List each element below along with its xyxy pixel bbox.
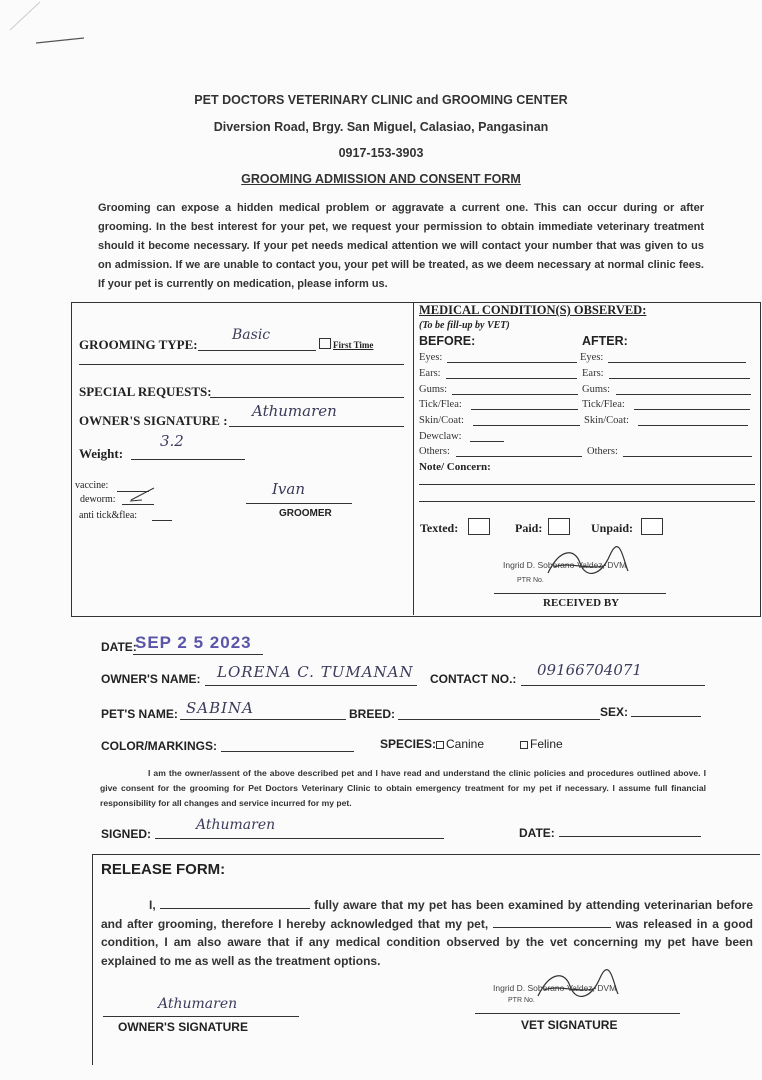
groomer-value[interactable]: Ivan [272,480,306,498]
panel-divider [413,302,414,615]
before-skin-label: Skin/Coat: [419,415,464,426]
release-text-part3: was released in a good condition, I am also aware that if any medical condition observed by the vet concerning my pet have been explained to me as well as the treatment options. [101,916,753,968]
weight-label: Weight: [79,446,124,461]
vet-stamp-name: Ingrid D. Soberano-Valdez, DVM [503,560,627,570]
before-eyes-label: Eyes: [419,352,443,363]
before-eyes-line [447,362,577,363]
release-owner-name-line[interactable] [160,908,310,909]
color-markings-line [221,751,354,752]
breed-line [398,719,600,720]
before-others-line [456,456,582,457]
unpaid-label: Unpaid: [591,521,634,535]
grooming-type-value[interactable]: Basic [232,327,271,343]
before-ears-line [446,378,577,379]
grooming-type-label: GROOMING TYPE: [79,337,198,352]
pet-name-value[interactable]: SABINA [186,699,255,717]
vet-signature-scribble [540,543,630,583]
unpaid-checkbox[interactable] [641,518,663,535]
received-by-label: RECEIVED BY [543,597,620,609]
species-label: SPECIES: [380,737,437,751]
after-eyes-line [608,362,746,363]
signed-label: SIGNED: [101,827,152,841]
owner-signature-line [229,426,404,427]
anti-tick-line [152,520,172,521]
note-line-2 [419,501,755,502]
release-paragraph [101,896,753,970]
release-pet-name-line[interactable] [493,927,611,928]
form-title: GROOMING ADMISSION AND CONSENT FORM [241,172,521,186]
corner-fold-mark [0,0,90,60]
before-tick-label: Tick/Flea: [419,399,462,410]
received-by-line [494,593,666,594]
groomer-label: GROOMER [279,508,332,519]
clinic-phone: 0917-153-3903 [338,146,424,160]
release-vet-signature-scribble [530,966,620,1006]
owner-name-line [205,685,417,686]
release-title: RELEASE FORM: [101,861,226,878]
species-canine-checkbox[interactable] [436,741,444,749]
grooming-type-extra-line [79,364,404,365]
after-ears-label: Ears: [582,368,604,379]
weight-value[interactable]: 3.2 [160,432,184,450]
after-label: AFTER: [582,334,628,348]
after-tick-line [634,409,750,410]
signed-value: Athumaren [196,817,276,833]
consent-paragraph: I am the owner/assent of the above described pet and I have read and understand the clinic policies and procedures outlined above. I give consent for the grooming for Pet Doctors Veterinary Clinic to obtain emergency treatment for my pet if necessary. I assume full financial responsibility for all changes and service incurred for my pet. [100,768,706,808]
before-dewclaw-line [470,441,504,442]
after-skin-label: Skin/Coat: [584,415,629,426]
release-owner-signature-value: Athumaren [158,996,238,1012]
owner-name-label: OWNER'S NAME: [101,672,201,686]
weight-line [131,459,245,460]
before-gums-line [452,394,578,395]
species-feline-label: Feline [530,737,563,751]
deworm-label: deworm: [80,494,116,505]
special-requests-label: SPECIAL REQUESTS: [79,384,212,399]
species-feline-option[interactable] [520,737,563,751]
contact-line [521,685,705,686]
clinic-address: Diversion Road, Brgy. San Miguel, Calasiao, Pangasinan [213,120,549,134]
before-gums-label: Gums: [419,384,448,395]
release-text-part1: I, [149,898,156,912]
owner-signature-value: Athumaren [252,402,337,420]
note-line-1 [419,484,755,485]
after-others-line [623,456,752,457]
before-skin-line [473,425,580,426]
vet-stamp-ptr: PTR No. [517,577,544,584]
species-canine-label: Canine [446,737,485,751]
first-time-label: First Time [333,340,374,350]
date-stamp-value[interactable]: SEP 2 5 2023 [135,633,252,652]
before-dewclaw-label: Dewclaw: [419,431,462,442]
after-gums-line [616,394,751,395]
intro-paragraph: Grooming can expose a hidden medical problem or aggravate a current one. This can occur during or after grooming. In the best interest for your pet, we request your permission to obtain immediate veterinary treatment should it become necessary. If your pet needs medical attention we will contact your number that was given to us on admission. If we are unable to contact you, your pet will be treated, as we deem necessary at normal clinic fees. If your pet is currently on medication, please inform us. [98,202,704,290]
color-markings-label: COLOR/MARKINGS: [101,739,217,753]
release-vet-signature-line [475,1013,680,1014]
texted-checkbox[interactable] [468,518,490,535]
before-others-label: Others: [419,446,450,457]
owner-signature-label: OWNER'S SIGNATURE : [79,413,228,428]
after-gums-label: Gums: [582,384,611,395]
medical-condition-subtitle: (To be fill-up by VET) [419,320,510,331]
date-line [133,654,263,655]
first-time-option[interactable] [319,338,373,350]
deworm-check-mark [128,484,158,504]
note-concern-label: Note/ Concern: [419,461,491,473]
groomer-line [246,503,352,504]
after-others-label: Others: [587,446,618,457]
grooming-type-line [198,350,316,351]
paid-checkbox[interactable] [548,518,570,535]
medical-condition-title: MEDICAL CONDITION(S) OBSERVED: [419,303,647,317]
release-vet-signature-label: VET SIGNATURE [521,1018,618,1032]
release-owner-signature-line [103,1016,299,1017]
consent-date-line [559,836,701,837]
pet-name-line [180,719,346,720]
contact-value[interactable]: 09166704071 [537,661,642,679]
release-vet-stamp-ptr: PTR No. [508,997,535,1004]
release-vet-stamp-name: Ingrid D. Soberano-Valdez, DVM [493,983,617,993]
special-requests-line [210,397,404,398]
paid-label: Paid: [515,521,543,535]
first-time-checkbox[interactable] [319,338,331,349]
release-owner-signature-label: OWNER'S SIGNATURE [118,1020,248,1034]
contact-label: CONTACT NO.: [430,672,517,686]
species-canine-option[interactable] [436,737,484,751]
vaccine-label: vaccine: [75,480,109,491]
after-skin-line [638,425,748,426]
after-tick-label: Tick/Flea: [582,399,625,410]
anti-tick-label: anti tick&flea: [79,510,138,521]
clinic-name: PET DOCTORS VETERINARY CLINIC and GROOMING CENTER [194,93,568,107]
species-feline-checkbox[interactable] [520,741,528,749]
after-ears-line [609,378,750,379]
after-eyes-label: Eyes: [580,352,604,363]
sex-line [631,716,701,717]
sex-label: SEX: [600,705,629,719]
signed-line [155,838,444,839]
release-text-part2: fully aware that my pet has been examined by attending veterinarian before and after grooming, therefore I hereby acknowledged that my pet, [101,898,753,931]
before-ears-label: Ears: [419,368,441,379]
deworm-line [122,504,154,505]
texted-label: Texted: [420,521,459,535]
consent-date-label: DATE: [519,826,555,840]
before-label: BEFORE: [419,334,476,348]
before-tick-line [471,409,578,410]
pet-name-label: PET'S NAME: [101,707,178,721]
owner-name-value[interactable]: LORENA C. TUMANAN [217,663,414,681]
breed-label: BREED: [349,707,396,721]
date-label: DATE: [101,640,137,654]
